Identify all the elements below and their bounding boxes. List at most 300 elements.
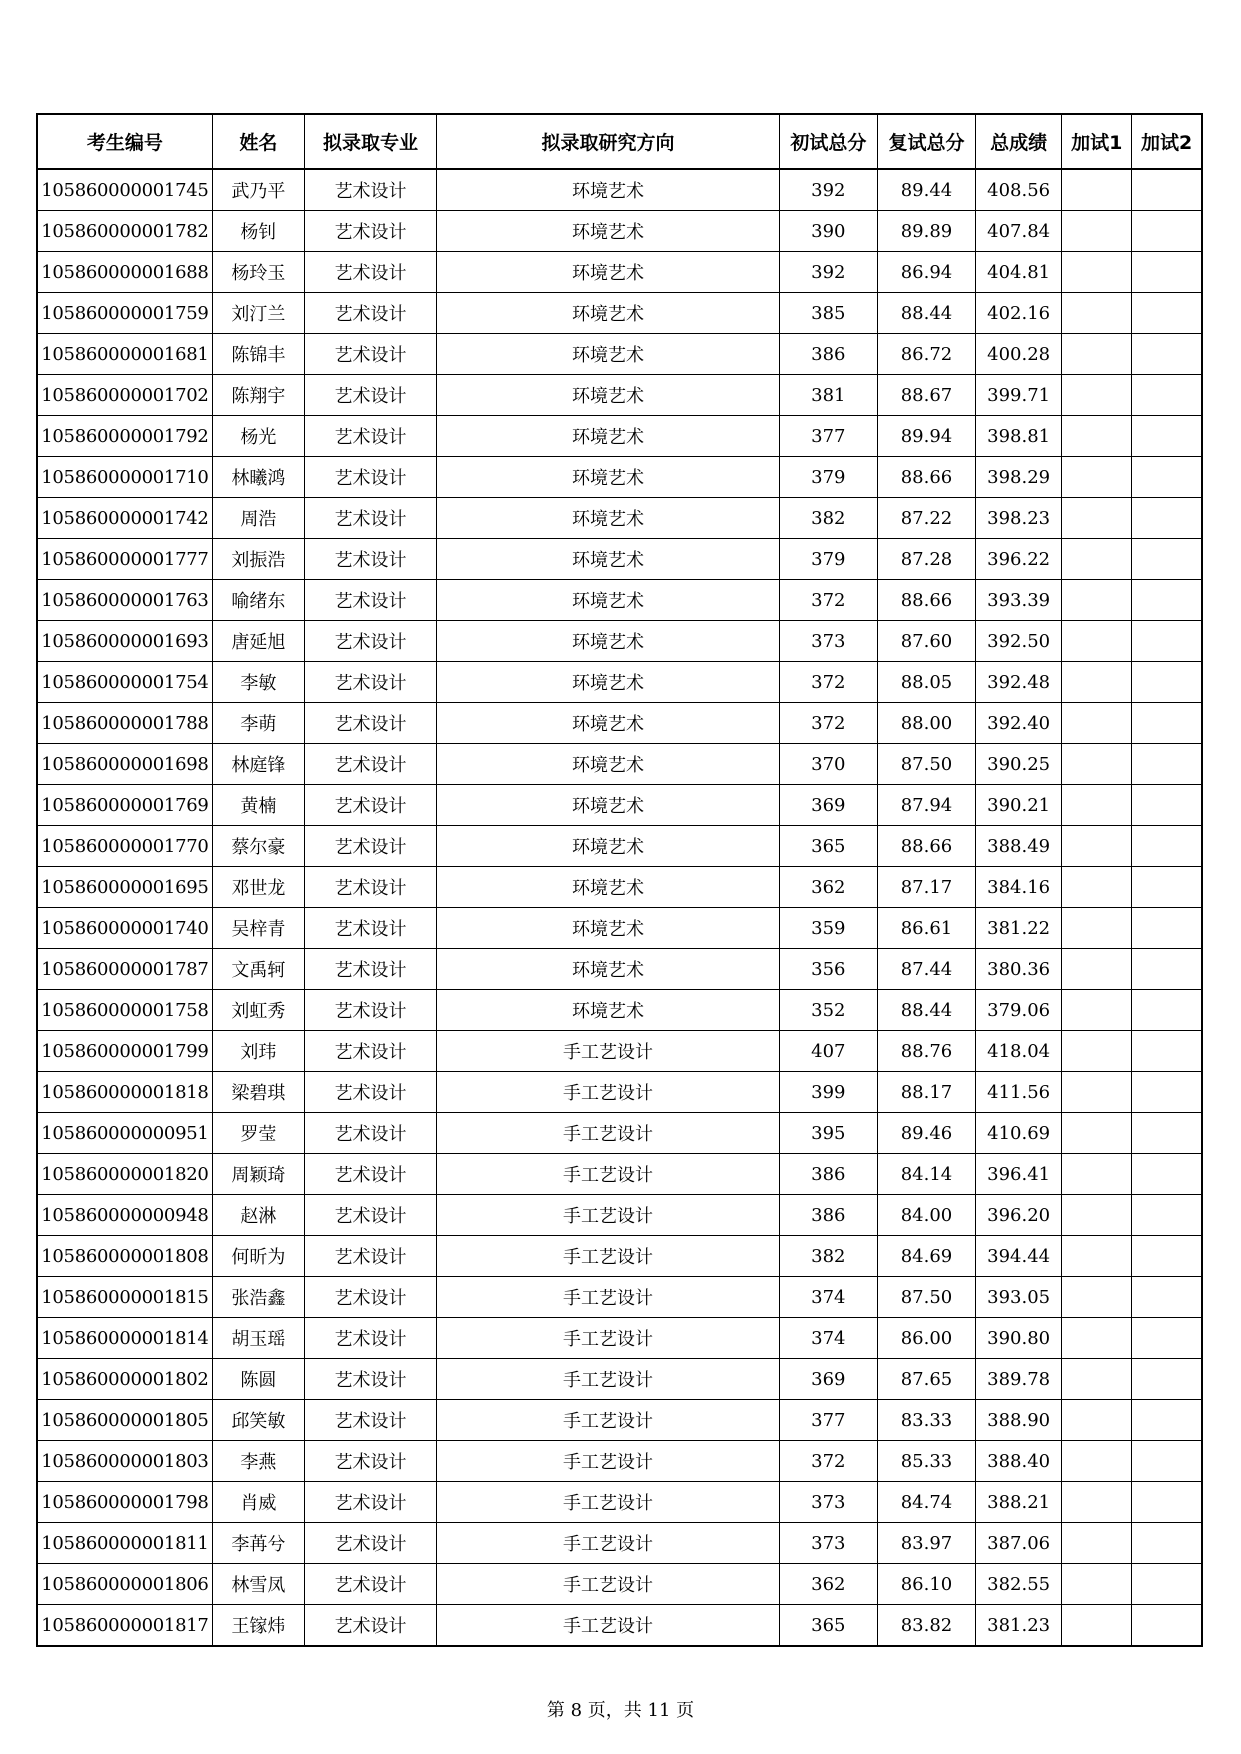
cell-candidate-id: 105860000001777 <box>37 539 212 580</box>
cell-major: 艺术设计 <box>304 1523 436 1564</box>
cell-extra-test-1 <box>1062 375 1132 416</box>
cell-extra-test-2 <box>1132 580 1202 621</box>
cell-retest-score: 89.44 <box>877 169 975 211</box>
cell-major: 艺术设计 <box>304 908 436 949</box>
cell-candidate-id: 105860000001770 <box>37 826 212 867</box>
cell-retest-score: 88.44 <box>877 990 975 1031</box>
cell-extra-test-1 <box>1062 703 1132 744</box>
header-candidate-id: 考生编号 <box>37 114 212 169</box>
cell-retest-score: 89.46 <box>877 1113 975 1154</box>
cell-retest-score: 84.69 <box>877 1236 975 1277</box>
cell-extra-test-2 <box>1132 1441 1202 1482</box>
page-number: 第 8 页，共 11 页 <box>546 1700 695 1721</box>
cell-research-direction: 环境艺术 <box>437 990 780 1031</box>
cell-retest-score: 86.00 <box>877 1318 975 1359</box>
table-row <box>37 1072 1202 1113</box>
cell-total-score: 388.21 <box>976 1482 1062 1523</box>
cell-major: 艺术设计 <box>304 457 436 498</box>
cell-name: 杨玲玉 <box>212 252 304 293</box>
cell-major: 艺术设计 <box>304 1605 436 1647</box>
cell-total-score: 392.40 <box>976 703 1062 744</box>
cell-name: 刘虹秀 <box>212 990 304 1031</box>
cell-retest-score: 88.17 <box>877 1072 975 1113</box>
cell-name: 胡玉瑶 <box>212 1318 304 1359</box>
cell-initial-score: 386 <box>779 334 877 375</box>
cell-major: 艺术设计 <box>304 662 436 703</box>
cell-extra-test-2 <box>1132 826 1202 867</box>
table-row <box>37 703 1202 744</box>
cell-total-score: 393.05 <box>976 1277 1062 1318</box>
cell-major: 艺术设计 <box>304 1564 436 1605</box>
cell-extra-test-1 <box>1062 457 1132 498</box>
cell-initial-score: 379 <box>779 457 877 498</box>
cell-candidate-id: 105860000001698 <box>37 744 212 785</box>
cell-candidate-id: 105860000001702 <box>37 375 212 416</box>
cell-total-score: 388.90 <box>976 1400 1062 1441</box>
table-row <box>37 1605 1202 1647</box>
table-row <box>37 1195 1202 1236</box>
cell-total-score: 407.84 <box>976 211 1062 252</box>
table-header <box>37 114 1202 169</box>
cell-initial-score: 399 <box>779 1072 877 1113</box>
cell-extra-test-2 <box>1132 1236 1202 1277</box>
cell-total-score: 381.22 <box>976 908 1062 949</box>
cell-total-score: 384.16 <box>976 867 1062 908</box>
header-row <box>37 114 1202 169</box>
cell-extra-test-2 <box>1132 1031 1202 1072</box>
header-name: 姓名 <box>212 114 304 169</box>
table-row <box>37 252 1202 293</box>
cell-total-score: 380.36 <box>976 949 1062 990</box>
cell-extra-test-1 <box>1062 252 1132 293</box>
cell-candidate-id: 105860000001740 <box>37 908 212 949</box>
cell-name: 王镓炜 <box>212 1605 304 1647</box>
cell-research-direction: 手工艺设计 <box>437 1400 780 1441</box>
cell-extra-test-2 <box>1132 1318 1202 1359</box>
cell-extra-test-2 <box>1132 785 1202 826</box>
cell-retest-score: 87.50 <box>877 744 975 785</box>
cell-total-score: 390.80 <box>976 1318 1062 1359</box>
cell-major: 艺术设计 <box>304 375 436 416</box>
cell-extra-test-2 <box>1132 949 1202 990</box>
cell-total-score: 398.23 <box>976 498 1062 539</box>
cell-extra-test-2 <box>1132 498 1202 539</box>
cell-name: 黄楠 <box>212 785 304 826</box>
cell-candidate-id: 105860000001788 <box>37 703 212 744</box>
cell-extra-test-2 <box>1132 1523 1202 1564</box>
cell-candidate-id: 105860000001805 <box>37 1400 212 1441</box>
cell-retest-score: 83.82 <box>877 1605 975 1647</box>
cell-major: 艺术设计 <box>304 498 436 539</box>
cell-candidate-id: 105860000001763 <box>37 580 212 621</box>
cell-name: 文禹轲 <box>212 949 304 990</box>
cell-research-direction: 环境艺术 <box>437 744 780 785</box>
table-row <box>37 1564 1202 1605</box>
cell-major: 艺术设计 <box>304 539 436 580</box>
cell-extra-test-2 <box>1132 908 1202 949</box>
cell-candidate-id: 105860000001681 <box>37 334 212 375</box>
cell-candidate-id: 105860000001745 <box>37 169 212 211</box>
cell-total-score: 390.25 <box>976 744 1062 785</box>
cell-research-direction: 手工艺设计 <box>437 1359 780 1400</box>
cell-extra-test-2 <box>1132 539 1202 580</box>
cell-research-direction: 环境艺术 <box>437 580 780 621</box>
cell-initial-score: 372 <box>779 703 877 744</box>
cell-initial-score: 362 <box>779 867 877 908</box>
cell-major: 艺术设计 <box>304 1482 436 1523</box>
cell-name: 吴梓青 <box>212 908 304 949</box>
table-row <box>37 1154 1202 1195</box>
cell-retest-score: 87.60 <box>877 621 975 662</box>
cell-total-score: 393.39 <box>976 580 1062 621</box>
cell-major: 艺术设计 <box>304 990 436 1031</box>
cell-name: 武乃平 <box>212 169 304 211</box>
cell-extra-test-1 <box>1062 1523 1132 1564</box>
header-research-direction: 拟录取研究方向 <box>437 114 780 169</box>
cell-total-score: 404.81 <box>976 252 1062 293</box>
table-row <box>37 1482 1202 1523</box>
cell-name: 周浩 <box>212 498 304 539</box>
table-row <box>37 1113 1202 1154</box>
table-row <box>37 744 1202 785</box>
cell-retest-score: 83.33 <box>877 1400 975 1441</box>
cell-candidate-id: 105860000001782 <box>37 211 212 252</box>
cell-extra-test-2 <box>1132 252 1202 293</box>
cell-total-score: 399.71 <box>976 375 1062 416</box>
cell-name: 唐延旭 <box>212 621 304 662</box>
cell-major: 艺术设计 <box>304 1154 436 1195</box>
cell-name: 周颖琦 <box>212 1154 304 1195</box>
cell-major: 艺术设计 <box>304 1441 436 1482</box>
table-row <box>37 1277 1202 1318</box>
cell-extra-test-2 <box>1132 1072 1202 1113</box>
cell-extra-test-1 <box>1062 785 1132 826</box>
table-row <box>37 1318 1202 1359</box>
cell-candidate-id: 105860000001818 <box>37 1072 212 1113</box>
table-row <box>37 498 1202 539</box>
cell-name: 林雪凤 <box>212 1564 304 1605</box>
table-row <box>37 785 1202 826</box>
cell-research-direction: 手工艺设计 <box>437 1236 780 1277</box>
cell-retest-score: 86.72 <box>877 334 975 375</box>
cell-major: 艺术设计 <box>304 1318 436 1359</box>
table-row <box>37 211 1202 252</box>
table-row <box>37 621 1202 662</box>
cell-extra-test-2 <box>1132 703 1202 744</box>
cell-candidate-id: 105860000001754 <box>37 662 212 703</box>
cell-candidate-id: 105860000000951 <box>37 1113 212 1154</box>
cell-name: 李苒兮 <box>212 1523 304 1564</box>
cell-extra-test-2 <box>1132 375 1202 416</box>
cell-extra-test-2 <box>1132 457 1202 498</box>
cell-retest-score: 84.00 <box>877 1195 975 1236</box>
cell-extra-test-2 <box>1132 211 1202 252</box>
cell-initial-score: 372 <box>779 580 877 621</box>
cell-extra-test-2 <box>1132 867 1202 908</box>
cell-extra-test-2 <box>1132 169 1202 211</box>
cell-candidate-id: 105860000001811 <box>37 1523 212 1564</box>
cell-retest-score: 88.05 <box>877 662 975 703</box>
cell-name: 林曦鸿 <box>212 457 304 498</box>
cell-initial-score: 370 <box>779 744 877 785</box>
table-row <box>37 1236 1202 1277</box>
cell-research-direction: 手工艺设计 <box>437 1564 780 1605</box>
cell-extra-test-1 <box>1062 293 1132 334</box>
cell-research-direction: 环境艺术 <box>437 498 780 539</box>
cell-major: 艺术设计 <box>304 826 436 867</box>
header-total-score: 总成绩 <box>976 114 1062 169</box>
table-row <box>37 908 1202 949</box>
cell-retest-score: 87.17 <box>877 867 975 908</box>
cell-retest-score: 84.74 <box>877 1482 975 1523</box>
cell-research-direction: 环境艺术 <box>437 416 780 457</box>
cell-major: 艺术设计 <box>304 621 436 662</box>
cell-total-score: 388.40 <box>976 1441 1062 1482</box>
cell-initial-score: 352 <box>779 990 877 1031</box>
cell-candidate-id: 105860000001806 <box>37 1564 212 1605</box>
cell-initial-score: 386 <box>779 1154 877 1195</box>
cell-research-direction: 环境艺术 <box>437 785 780 826</box>
cell-research-direction: 环境艺术 <box>437 867 780 908</box>
cell-major: 艺术设计 <box>304 1400 436 1441</box>
cell-major: 艺术设计 <box>304 293 436 334</box>
cell-major: 艺术设计 <box>304 211 436 252</box>
header-initial-score: 初试总分 <box>779 114 877 169</box>
cell-name: 赵淋 <box>212 1195 304 1236</box>
cell-name: 刘汀兰 <box>212 293 304 334</box>
cell-research-direction: 环境艺术 <box>437 457 780 498</box>
header-extra-test-1: 加试1 <box>1062 114 1132 169</box>
cell-research-direction: 环境艺术 <box>437 621 780 662</box>
cell-total-score: 400.28 <box>976 334 1062 375</box>
table-row <box>37 457 1202 498</box>
cell-retest-score: 87.65 <box>877 1359 975 1400</box>
cell-initial-score: 365 <box>779 826 877 867</box>
cell-retest-score: 88.66 <box>877 580 975 621</box>
cell-candidate-id: 105860000001815 <box>37 1277 212 1318</box>
cell-research-direction: 环境艺术 <box>437 375 780 416</box>
cell-research-direction: 手工艺设计 <box>437 1154 780 1195</box>
cell-name: 梁碧琪 <box>212 1072 304 1113</box>
cell-candidate-id: 105860000001802 <box>37 1359 212 1400</box>
cell-name: 邓世龙 <box>212 867 304 908</box>
cell-major: 艺术设计 <box>304 703 436 744</box>
cell-extra-test-1 <box>1062 1072 1132 1113</box>
cell-research-direction: 手工艺设计 <box>437 1523 780 1564</box>
cell-major: 艺术设计 <box>304 580 436 621</box>
table-row <box>37 990 1202 1031</box>
cell-research-direction: 环境艺术 <box>437 662 780 703</box>
cell-initial-score: 382 <box>779 1236 877 1277</box>
cell-extra-test-1 <box>1062 1236 1132 1277</box>
cell-candidate-id: 105860000001803 <box>37 1441 212 1482</box>
cell-extra-test-2 <box>1132 990 1202 1031</box>
cell-research-direction: 手工艺设计 <box>437 1031 780 1072</box>
table-row <box>37 580 1202 621</box>
cell-research-direction: 环境艺术 <box>437 949 780 990</box>
cell-research-direction: 环境艺术 <box>437 826 780 867</box>
cell-major: 艺术设计 <box>304 169 436 211</box>
cell-total-score: 411.56 <box>976 1072 1062 1113</box>
cell-initial-score: 373 <box>779 621 877 662</box>
cell-initial-score: 372 <box>779 662 877 703</box>
table-row <box>37 375 1202 416</box>
cell-retest-score: 84.14 <box>877 1154 975 1195</box>
cell-name: 陈翔宇 <box>212 375 304 416</box>
cell-extra-test-1 <box>1062 334 1132 375</box>
cell-extra-test-1 <box>1062 744 1132 785</box>
table-body <box>37 169 1202 1646</box>
cell-total-score: 392.50 <box>976 621 1062 662</box>
cell-initial-score: 390 <box>779 211 877 252</box>
cell-name: 罗莹 <box>212 1113 304 1154</box>
cell-total-score: 396.22 <box>976 539 1062 580</box>
cell-name: 林庭锋 <box>212 744 304 785</box>
cell-candidate-id: 105860000001742 <box>37 498 212 539</box>
cell-initial-score: 374 <box>779 1277 877 1318</box>
cell-retest-score: 88.00 <box>877 703 975 744</box>
cell-research-direction: 手工艺设计 <box>437 1318 780 1359</box>
cell-name: 蔡尔豪 <box>212 826 304 867</box>
cell-total-score: 418.04 <box>976 1031 1062 1072</box>
cell-major: 艺术设计 <box>304 334 436 375</box>
cell-initial-score: 381 <box>779 375 877 416</box>
cell-research-direction: 环境艺术 <box>437 703 780 744</box>
cell-major: 艺术设计 <box>304 744 436 785</box>
cell-major: 艺术设计 <box>304 1195 436 1236</box>
cell-extra-test-2 <box>1132 744 1202 785</box>
cell-initial-score: 369 <box>779 785 877 826</box>
header-retest-score: 复试总分 <box>877 114 975 169</box>
cell-candidate-id: 105860000001787 <box>37 949 212 990</box>
cell-retest-score: 85.33 <box>877 1441 975 1482</box>
cell-extra-test-1 <box>1062 1113 1132 1154</box>
cell-total-score: 398.29 <box>976 457 1062 498</box>
cell-retest-score: 87.22 <box>877 498 975 539</box>
cell-research-direction: 环境艺术 <box>437 252 780 293</box>
cell-extra-test-2 <box>1132 334 1202 375</box>
cell-name: 杨钊 <box>212 211 304 252</box>
cell-extra-test-1 <box>1062 211 1132 252</box>
cell-name: 杨光 <box>212 416 304 457</box>
cell-name: 刘振浩 <box>212 539 304 580</box>
cell-initial-score: 407 <box>779 1031 877 1072</box>
cell-major: 艺术设计 <box>304 1113 436 1154</box>
cell-extra-test-1 <box>1062 1482 1132 1523</box>
header-extra-test-2: 加试2 <box>1132 114 1202 169</box>
cell-extra-test-1 <box>1062 539 1132 580</box>
cell-name: 李敏 <box>212 662 304 703</box>
table-row <box>37 1400 1202 1441</box>
cell-retest-score: 87.94 <box>877 785 975 826</box>
cell-research-direction: 环境艺术 <box>437 334 780 375</box>
cell-extra-test-1 <box>1062 1605 1132 1647</box>
table-row <box>37 949 1202 990</box>
table-row <box>37 662 1202 703</box>
cell-research-direction: 环境艺术 <box>437 211 780 252</box>
table-row <box>37 826 1202 867</box>
cell-retest-score: 89.94 <box>877 416 975 457</box>
cell-retest-score: 89.89 <box>877 211 975 252</box>
cell-retest-score: 87.44 <box>877 949 975 990</box>
cell-total-score: 398.81 <box>976 416 1062 457</box>
cell-major: 艺术设计 <box>304 785 436 826</box>
table-row <box>37 1441 1202 1482</box>
table-row <box>37 1523 1202 1564</box>
cell-extra-test-2 <box>1132 662 1202 703</box>
cell-extra-test-1 <box>1062 1195 1132 1236</box>
header-major: 拟录取专业 <box>304 114 436 169</box>
table-row <box>37 1359 1202 1400</box>
cell-extra-test-1 <box>1062 662 1132 703</box>
cell-candidate-id: 105860000001695 <box>37 867 212 908</box>
cell-retest-score: 86.10 <box>877 1564 975 1605</box>
cell-major: 艺术设计 <box>304 416 436 457</box>
admission-score-table <box>36 113 1203 1647</box>
cell-initial-score: 373 <box>779 1482 877 1523</box>
cell-initial-score: 372 <box>779 1441 877 1482</box>
cell-candidate-id: 105860000001688 <box>37 252 212 293</box>
cell-retest-score: 86.61 <box>877 908 975 949</box>
cell-research-direction: 环境艺术 <box>437 293 780 334</box>
cell-name: 陈圆 <box>212 1359 304 1400</box>
cell-candidate-id: 105860000001814 <box>37 1318 212 1359</box>
cell-major: 艺术设计 <box>304 1277 436 1318</box>
cell-total-score: 410.69 <box>976 1113 1062 1154</box>
cell-research-direction: 手工艺设计 <box>437 1277 780 1318</box>
cell-extra-test-1 <box>1062 416 1132 457</box>
cell-candidate-id: 105860000001799 <box>37 1031 212 1072</box>
cell-major: 艺术设计 <box>304 1072 436 1113</box>
cell-major: 艺术设计 <box>304 1236 436 1277</box>
table-row <box>37 539 1202 580</box>
cell-retest-score: 88.66 <box>877 826 975 867</box>
table-row <box>37 416 1202 457</box>
cell-extra-test-1 <box>1062 949 1132 990</box>
cell-name: 喻绪东 <box>212 580 304 621</box>
cell-initial-score: 385 <box>779 293 877 334</box>
cell-extra-test-1 <box>1062 1318 1132 1359</box>
cell-research-direction: 手工艺设计 <box>437 1195 780 1236</box>
cell-extra-test-1 <box>1062 867 1132 908</box>
cell-extra-test-2 <box>1132 1277 1202 1318</box>
cell-candidate-id: 105860000001693 <box>37 621 212 662</box>
cell-initial-score: 359 <box>779 908 877 949</box>
cell-total-score: 408.56 <box>976 169 1062 211</box>
cell-research-direction: 手工艺设计 <box>437 1605 780 1647</box>
cell-extra-test-1 <box>1062 621 1132 662</box>
cell-extra-test-1 <box>1062 1441 1132 1482</box>
cell-initial-score: 392 <box>779 169 877 211</box>
cell-research-direction: 手工艺设计 <box>437 1113 780 1154</box>
table-row <box>37 1031 1202 1072</box>
cell-extra-test-2 <box>1132 293 1202 334</box>
cell-total-score: 381.23 <box>976 1605 1062 1647</box>
cell-initial-score: 392 <box>779 252 877 293</box>
cell-initial-score: 377 <box>779 1400 877 1441</box>
cell-extra-test-1 <box>1062 1400 1132 1441</box>
cell-research-direction: 环境艺术 <box>437 908 780 949</box>
cell-candidate-id: 105860000001769 <box>37 785 212 826</box>
cell-major: 艺术设计 <box>304 1359 436 1400</box>
cell-extra-test-1 <box>1062 1277 1132 1318</box>
cell-initial-score: 356 <box>779 949 877 990</box>
cell-total-score: 392.48 <box>976 662 1062 703</box>
cell-candidate-id: 105860000000948 <box>37 1195 212 1236</box>
cell-initial-score: 374 <box>779 1318 877 1359</box>
cell-retest-score: 86.94 <box>877 252 975 293</box>
cell-retest-score: 87.28 <box>877 539 975 580</box>
